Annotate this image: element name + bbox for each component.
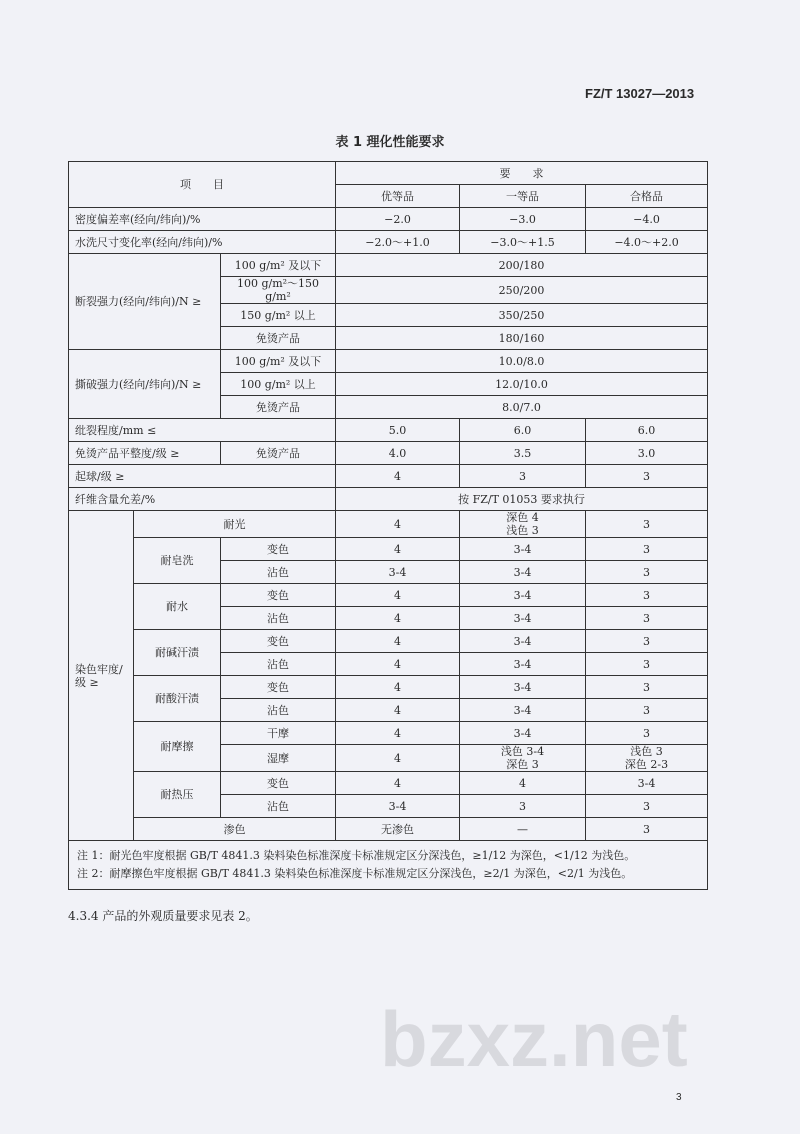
table-row [69, 511, 708, 538]
table-row [69, 231, 708, 254]
standard-number: FZ/T 13027—2013 [585, 86, 695, 101]
sub-label: 免烫产品 [221, 396, 336, 419]
sub-label: 渗色 [134, 818, 336, 841]
table-cell: 3 [460, 795, 586, 818]
table-cell: 4 [336, 607, 460, 630]
table-notes [69, 841, 708, 890]
sub-label: 变色 [221, 676, 336, 699]
table-cell: 4 [336, 630, 460, 653]
sub-label: 沾色 [221, 561, 336, 584]
table-cell: 8.0/7.0 [336, 396, 708, 419]
table-cell: 4 [336, 538, 460, 561]
table-cell: −2.0 [336, 208, 460, 231]
table-row [69, 488, 708, 511]
page-number: 3 [676, 1092, 682, 1103]
table-row [69, 818, 708, 841]
table-cell: −4.0～+2.0 [586, 231, 708, 254]
table-cell: 180/160 [336, 327, 708, 350]
table-cell: 4 [336, 584, 460, 607]
row-label: 纰裂程度/mm ≤ [69, 419, 336, 442]
table-row [69, 350, 708, 373]
table-cell: 3 [586, 561, 708, 584]
sub-label: 免烫产品 [221, 327, 336, 350]
table-cell: 3 [586, 722, 708, 745]
table-cell: 3-4 [460, 584, 586, 607]
header-grade: 优等品 [336, 185, 460, 208]
table-cell: 3-4 [460, 607, 586, 630]
row-label: 撕破强力(经向/纬向)/N ≥ [69, 350, 221, 419]
header-item: 项 目 [69, 162, 336, 208]
table-row [69, 722, 708, 745]
table-cell: 3 [586, 676, 708, 699]
table-cell: 浅色 3-4 深色 3 [460, 745, 586, 772]
table-cell: 3-4 [460, 676, 586, 699]
sub-label: 湿摩 [221, 745, 336, 772]
group-label: 耐皂洗 [134, 538, 221, 584]
sub-label: 沾色 [221, 653, 336, 676]
sub-label: 沾色 [221, 795, 336, 818]
table-cell: 3 [586, 630, 708, 653]
table-cell: 3 [586, 465, 708, 488]
table-cell: — [460, 818, 586, 841]
row-label: 免烫产品平整度/级 ≥ [69, 442, 221, 465]
table-cell: 4 [336, 465, 460, 488]
group-label: 耐碱汗渍 [134, 630, 221, 676]
table-cell: 3-4 [460, 653, 586, 676]
table-row [69, 208, 708, 231]
table-cell: 4 [336, 511, 460, 538]
table-cell: 3 [586, 511, 708, 538]
table-cell: 10.0/8.0 [336, 350, 708, 373]
table-cell: 3-4 [460, 722, 586, 745]
table-cell: 3 [586, 538, 708, 561]
table-cell: 3 [586, 607, 708, 630]
note: 注 2：耐摩擦色牢度根据 GB/T 4841.3 染料染色标准深度卡标准规定区分深浅色，≥2/1 为深色，<2/1 为浅色。 [77, 867, 633, 880]
row-label: 水洗尺寸变化率(经向/纬向)/% [69, 231, 336, 254]
table-cell: 3-4 [586, 772, 708, 795]
table-cell: 12.0/10.0 [336, 373, 708, 396]
table-cell: 3.0 [586, 442, 708, 465]
table-cell: 4 [336, 745, 460, 772]
table-cell: 3-4 [460, 538, 586, 561]
table-cell: 6.0 [586, 419, 708, 442]
table-cell: 4 [460, 772, 586, 795]
table-cell: 浅色 3 深色 2-3 [586, 745, 708, 772]
table-cell: 3-4 [460, 630, 586, 653]
table-row [69, 538, 708, 561]
note: 注 1：耐光色牢度根据 GB/T 4841.3 染料染色标准深度卡标准规定区分深浅色，≥1/12 为深色，<1/12 为浅色。 [77, 849, 636, 862]
table-cell: 3-4 [336, 795, 460, 818]
table-cell: 3 [586, 699, 708, 722]
header-grade: 一等品 [460, 185, 586, 208]
row-label: 染色牢度/级 ≥ [69, 511, 134, 841]
table-row [69, 254, 708, 277]
table-row [69, 442, 708, 465]
watermark: bzxz.net [380, 995, 688, 1083]
table-cell: 4 [336, 722, 460, 745]
table-cell: 6.0 [460, 419, 586, 442]
sub-label: 150 g/m² 以上 [221, 304, 336, 327]
sub-label: 免烫产品 [221, 442, 336, 465]
table-row [69, 676, 708, 699]
table-cell: −3.0 [460, 208, 586, 231]
sub-label: 100 g/m² 及以下 [221, 350, 336, 373]
table-caption: 表 1 理化性能要求 [335, 135, 445, 150]
table-cell: 3 [586, 818, 708, 841]
table-cell: 3-4 [460, 561, 586, 584]
sub-label: 100 g/m² 及以下 [221, 254, 336, 277]
table-cell: 200/180 [336, 254, 708, 277]
table-cell: 3 [586, 795, 708, 818]
table-row [69, 630, 708, 653]
sub-label: 变色 [221, 772, 336, 795]
section-paragraph: 4.3.4 产品的外观质量要求见表 2。 [68, 909, 258, 923]
table-cell: 无渗色 [336, 818, 460, 841]
sub-label: 耐光 [134, 511, 336, 538]
notes-row [69, 841, 708, 890]
sub-label: 干摩 [221, 722, 336, 745]
sub-label: 沾色 [221, 699, 336, 722]
table-cell: 4 [336, 653, 460, 676]
row-label: 纤维含量允差/% [69, 488, 336, 511]
table-row [69, 465, 708, 488]
row-label: 断裂强力(经向/纬向)/N ≥ [69, 254, 221, 350]
sub-label: 100 g/m²～150 g/m² [221, 277, 336, 304]
table-cell: 4 [336, 699, 460, 722]
table-cell: −3.0～+1.5 [460, 231, 586, 254]
table-cell: 按 FZ/T 01053 要求执行 [336, 488, 708, 511]
sub-label: 沾色 [221, 607, 336, 630]
group-label: 耐摩擦 [134, 722, 221, 772]
table-cell: 3-4 [460, 699, 586, 722]
table-cell: 3 [460, 465, 586, 488]
table-cell: 3.5 [460, 442, 586, 465]
sub-label: 变色 [221, 584, 336, 607]
table-cell: 深色 4 浅色 3 [460, 511, 586, 538]
table-cell: 4 [336, 676, 460, 699]
table-cell: 3 [586, 653, 708, 676]
table-cell: 3-4 [336, 561, 460, 584]
header-grade: 合格品 [586, 185, 708, 208]
row-label: 密度偏差率(经向/纬向)/% [69, 208, 336, 231]
group-label: 耐水 [134, 584, 221, 630]
table-cell: 4.0 [336, 442, 460, 465]
header-requirement: 要 求 [336, 162, 708, 185]
row-label: 起球/级 ≥ [69, 465, 336, 488]
table-row [69, 419, 708, 442]
table-row [69, 162, 708, 185]
table-cell: 250/200 [336, 277, 708, 304]
group-label: 耐酸汗渍 [134, 676, 221, 722]
sub-label: 变色 [221, 630, 336, 653]
table-row [69, 772, 708, 795]
table-cell: 3 [586, 584, 708, 607]
requirements-table [68, 161, 708, 890]
sub-label: 变色 [221, 538, 336, 561]
content-flow [68, 161, 707, 924]
table-row [69, 584, 708, 607]
table-cell: 5.0 [336, 419, 460, 442]
group-label: 耐热压 [134, 772, 221, 818]
table-cell: −2.0～+1.0 [336, 231, 460, 254]
table-cell: −4.0 [586, 208, 708, 231]
table-cell: 350/250 [336, 304, 708, 327]
sub-label: 100 g/m² 以上 [221, 373, 336, 396]
table-cell: 4 [336, 772, 460, 795]
